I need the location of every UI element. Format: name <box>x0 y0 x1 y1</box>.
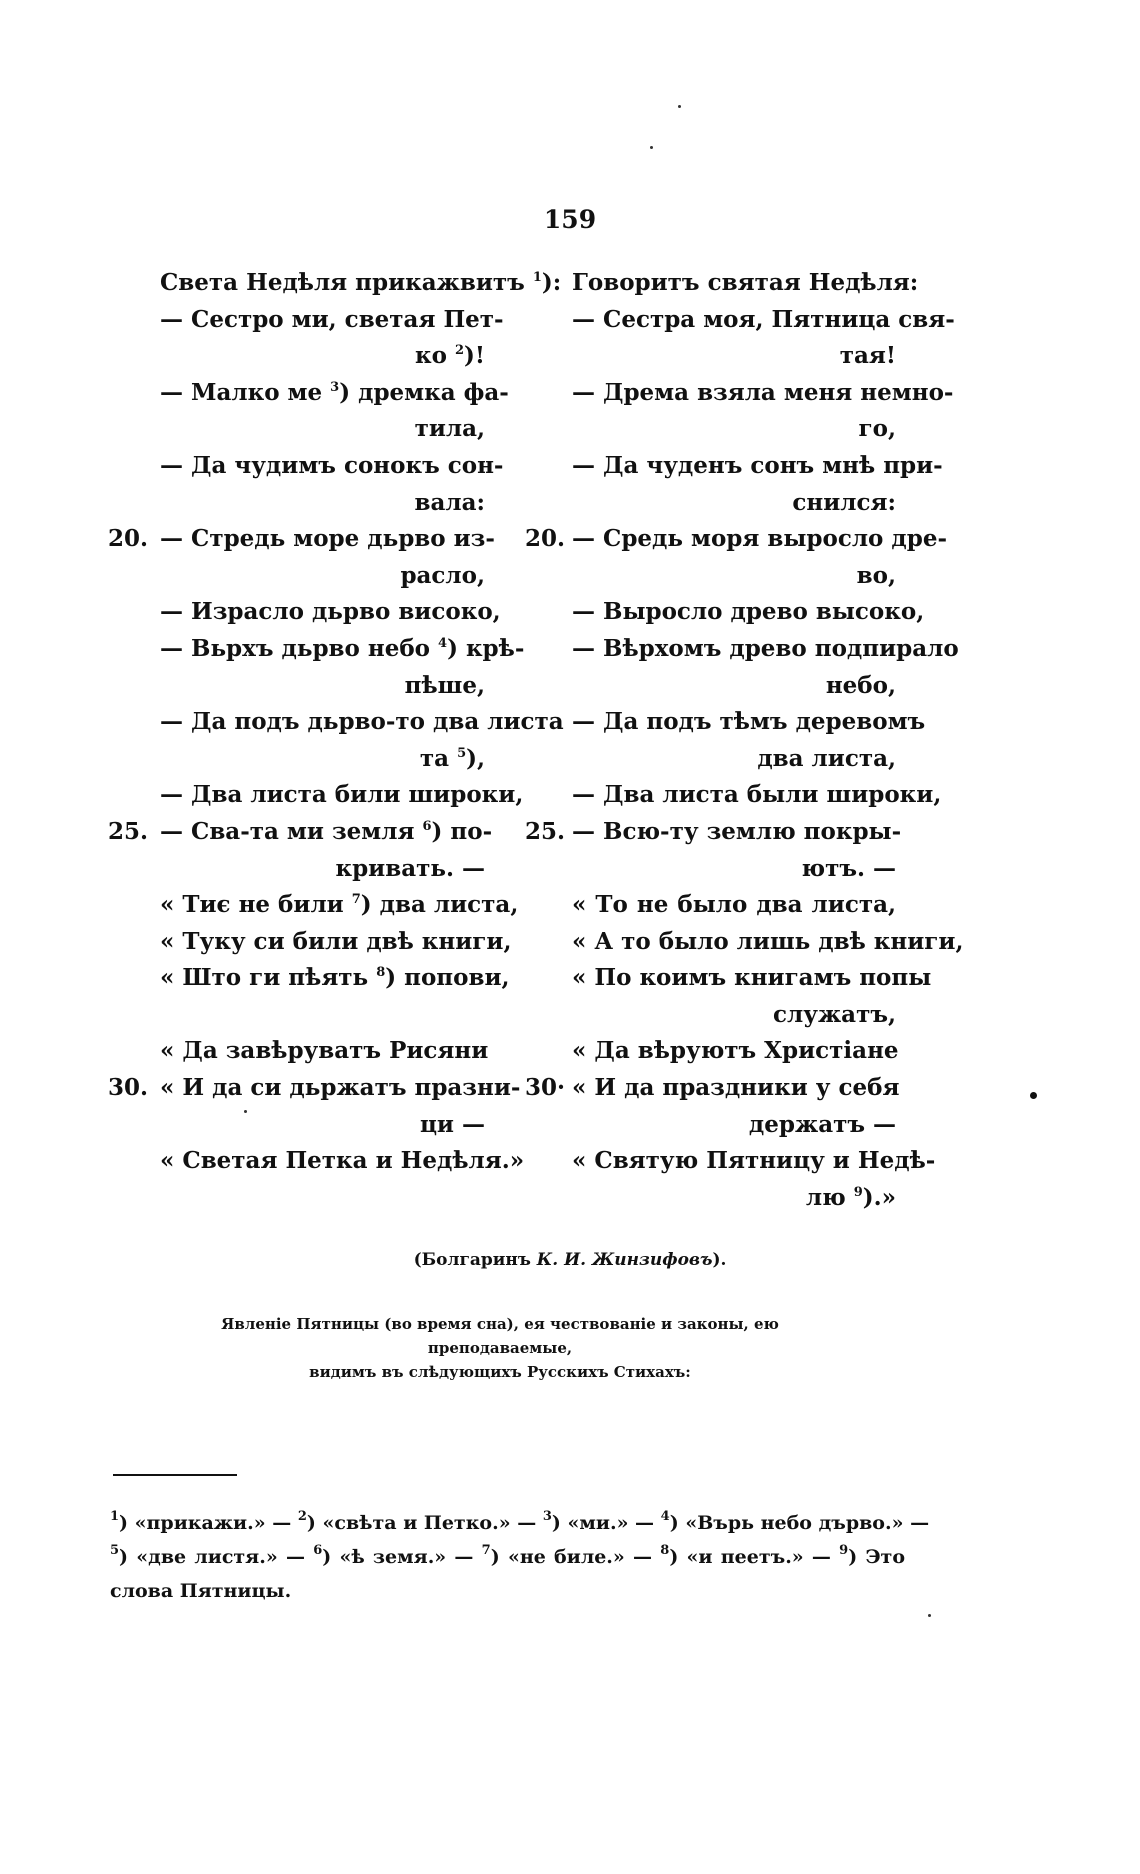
footnote-number: 9 <box>839 1543 849 1558</box>
verse-text-start: — Израсло дьрво високо, <box>160 598 501 626</box>
russian-verse-line <box>572 302 955 339</box>
verse-text-end: ).» <box>862 1183 896 1211</box>
verse-text <box>572 485 896 522</box>
ink-speck <box>928 1614 931 1617</box>
verse-text <box>572 411 896 448</box>
bulgarian-verse-line <box>160 704 564 741</box>
russian-verse-line <box>572 777 942 814</box>
verse-text-start: — Малко ме <box>160 378 331 406</box>
footnote-text: ) «не биле.» — <box>490 1546 661 1568</box>
russian-verse-line <box>572 485 896 522</box>
verse-text-start: ци — <box>419 1110 485 1138</box>
russian-verse-line <box>572 375 954 412</box>
verse-text <box>572 265 919 302</box>
bulgarian-verse-line <box>160 265 562 302</box>
verse-text-start: тила, <box>414 415 485 443</box>
verse-text-start: — Вьрхъ дьрво небо <box>160 634 439 662</box>
verse-text-start: небо, <box>825 671 896 699</box>
footnote-number: 3 <box>542 1509 552 1524</box>
attribution <box>0 1250 1140 1270</box>
verse-text <box>160 1033 489 1070</box>
verse-text-start: Света Недѣля прикажвитъ <box>160 269 533 296</box>
bulgarian-verse-line <box>160 1033 489 1070</box>
verse-text-start: — Сестра моя, Пятница свя- <box>572 305 955 333</box>
verse-text-end: ) по- <box>431 817 493 845</box>
russian-verse-line <box>572 338 896 375</box>
footnote-number: 7 <box>481 1543 491 1558</box>
verse-text <box>160 631 525 668</box>
verse-text-start: расло, <box>400 561 485 589</box>
verse-text-end: ): <box>541 269 562 296</box>
russian-verse-line <box>525 521 947 558</box>
verse-number: 30· <box>525 1074 566 1102</box>
bulgarian-verse-line <box>160 411 485 448</box>
russian-verse-line <box>572 1107 896 1144</box>
verse-text-start: ютъ. — <box>801 854 896 882</box>
russian-verse-line <box>572 411 896 448</box>
footnote-number: 5 <box>110 1543 120 1558</box>
russian-column <box>525 265 964 1216</box>
russian-verse-line <box>572 924 964 961</box>
verse-text <box>572 521 947 558</box>
verse-text <box>572 741 896 778</box>
verse-text-start: служатъ, <box>773 1000 896 1028</box>
section-heading <box>160 1312 840 1384</box>
russian-verse-line <box>572 1033 899 1070</box>
footnotes <box>110 1506 930 1608</box>
verse-text <box>572 997 896 1034</box>
verse-text <box>572 814 902 851</box>
bulgarian-verse-line <box>160 1143 525 1180</box>
verse-text <box>160 558 485 595</box>
verse-text <box>160 1143 525 1180</box>
bulgarian-verse-line <box>160 448 504 485</box>
heading-line-1: Явленiе Пятницы (во время сна), ея чествованiе и законы, ею преподаваемые, <box>221 1315 779 1357</box>
russian-verse-line <box>572 265 919 302</box>
verse-text <box>160 960 510 997</box>
verse-number: 20. <box>525 525 566 553</box>
verse-text <box>160 668 485 705</box>
verse-text <box>160 1107 485 1144</box>
ink-speck <box>678 105 681 108</box>
heading-line-2: видимъ въ слѣдующихъ Русскихъ Стихахъ: <box>309 1363 691 1381</box>
verse-text <box>572 631 959 668</box>
verse-text-start: — Да чуденъ сонъ мнѣ при- <box>572 451 943 479</box>
ink-speck <box>650 146 653 149</box>
verse-text-end: ), <box>466 744 485 772</box>
bulgarian-verse-line <box>160 558 485 595</box>
verse-text <box>160 1070 521 1107</box>
verse-text <box>160 741 485 778</box>
verse-text <box>572 1180 896 1217</box>
footnote-text: ) «и пеетъ.» — <box>669 1546 840 1568</box>
verse-text-start: го, <box>858 415 896 443</box>
verse-text-start: — Да подъ дьрво-то два листа <box>160 708 564 736</box>
russian-verse-line <box>572 960 932 997</box>
verse-text <box>572 1070 900 1107</box>
verse-text-start: во, <box>856 561 896 589</box>
verse-text <box>572 1143 936 1180</box>
russian-verse-line <box>572 668 896 705</box>
verse-text-start: « И да си дьржатъ празни- <box>160 1074 521 1102</box>
bulgarian-verse-line <box>160 631 525 668</box>
bulgarian-verse-line <box>108 1070 521 1107</box>
verse-text <box>160 338 485 375</box>
footnote-line <box>110 1540 905 1574</box>
footnote-number: 2 <box>297 1509 307 1524</box>
russian-verse-line <box>572 887 896 924</box>
footnote-number: 8 <box>660 1543 670 1558</box>
bulgarian-verse-line <box>160 594 501 631</box>
attribution-prefix: (Болгаринъ <box>413 1250 537 1270</box>
verse-text-start: « Светая Петка и Недѣля.» <box>160 1147 525 1175</box>
bulgarian-verse-line <box>108 521 495 558</box>
footnote-text: ) «ѣ земя.» — <box>322 1546 482 1568</box>
verse-text-start: тая! <box>839 342 896 370</box>
verse-number: 20. <box>108 525 149 553</box>
verse-text-start: кривать. — <box>335 854 485 882</box>
russian-verse-line <box>572 558 896 595</box>
verse-text <box>160 411 485 448</box>
verse-text <box>572 375 954 412</box>
footnote-text: ) «прикажи.» — <box>119 1512 298 1534</box>
russian-verse-line <box>572 704 926 741</box>
verse-text-start: пѣше, <box>404 671 485 699</box>
verse-text <box>160 887 519 924</box>
verse-text-end: ) крѣ- <box>447 634 525 662</box>
verse-text <box>572 1107 896 1144</box>
verse-text <box>572 924 964 961</box>
footnote-divider <box>113 1474 237 1476</box>
verse-text <box>572 704 926 741</box>
verse-text-start: — Сестро ми, светая Пет- <box>160 305 504 333</box>
verse-text-start: — Выросло древо высоко, <box>572 598 925 626</box>
russian-verse-line <box>525 814 902 851</box>
verse-number: 25. <box>108 817 149 845</box>
footnote-marker: 6 <box>422 818 432 834</box>
verse-text <box>572 594 925 631</box>
russian-verse-line <box>525 1070 900 1107</box>
verse-text-start: держатъ — <box>748 1110 896 1138</box>
verse-text-start: — Всю-ту землю покры- <box>572 817 902 845</box>
verse-text <box>572 1033 899 1070</box>
footnote-line <box>110 1506 930 1540</box>
footnote-line <box>110 1574 905 1608</box>
footnote-text: ) Это <box>848 1546 906 1568</box>
russian-verse-line <box>572 851 896 888</box>
verse-text-start: — Да подъ тѣмъ деревомъ <box>572 708 926 736</box>
verse-text-start: « Святую Пятницу и Недѣ- <box>572 1147 936 1175</box>
bulgarian-verse-line <box>160 302 504 339</box>
footnote-marker: 7 <box>351 892 361 908</box>
verse-text-start: « Туку си били двѣ книги, <box>160 927 512 955</box>
russian-verse-line <box>572 594 925 631</box>
verse-text-end: ) дремка фа- <box>339 378 509 406</box>
verse-text-start: « Тиє не били <box>160 891 352 919</box>
verse-text <box>160 485 485 522</box>
verse-text-start: — Вѣрхомъ древо подпирало <box>572 634 959 662</box>
bulgarian-verse-line <box>160 887 519 924</box>
bulgarian-verse-line <box>160 741 485 778</box>
bulgarian-verse-line <box>160 777 524 814</box>
verse-number: 30. <box>108 1074 149 1102</box>
bulgarian-column <box>108 265 564 1180</box>
ink-spot <box>1030 1092 1037 1099</box>
russian-verse-line <box>572 1180 896 1217</box>
verse-text-start: « То не было два листа, <box>572 891 896 919</box>
footnote-marker: 3 <box>330 379 340 395</box>
footnote-text: ) «свѣта и Петко.» — <box>306 1512 543 1534</box>
footnote-number: 4 <box>660 1509 670 1524</box>
verse-text <box>160 924 512 961</box>
verse-text-start: « Да вѣруютъ Христiане <box>572 1037 899 1065</box>
verse-text-start: ко <box>415 342 455 370</box>
footnote-number: 6 <box>313 1543 323 1558</box>
footnote-marker: 9 <box>853 1184 863 1200</box>
footnote-marker: 1 <box>532 270 542 285</box>
verse-text-start: два листа, <box>757 744 896 772</box>
verse-text-start: — Дрема взяла меня немно- <box>572 378 954 406</box>
russian-verse-line <box>572 448 943 485</box>
bulgarian-verse-line <box>160 1107 485 1144</box>
attribution-name: К. И. Жинзифовъ <box>536 1250 713 1270</box>
verse-text-start: вала: <box>414 488 485 516</box>
verse-text <box>160 851 485 888</box>
verse-text <box>572 448 943 485</box>
bulgarian-verse-line <box>160 338 485 375</box>
verse-text-start: та <box>419 744 458 772</box>
verse-text <box>160 594 501 631</box>
footnote-text: ) «две листя.» — <box>119 1546 314 1568</box>
verse-number: 25. <box>525 817 566 845</box>
russian-verse-line <box>572 1143 936 1180</box>
russian-verse-line <box>572 741 896 778</box>
verse-text <box>572 887 896 924</box>
verse-text <box>160 302 504 339</box>
bulgarian-verse-line <box>160 375 509 412</box>
verse-text-start: лю <box>805 1183 854 1211</box>
verse-text-start: « Да завѣруватъ Рисяни <box>160 1037 489 1065</box>
verse-text <box>572 960 932 997</box>
verse-text <box>572 302 955 339</box>
verse-text-start: « Што ги пѣять <box>160 964 377 992</box>
bulgarian-verse-line <box>160 997 485 1034</box>
verse-text-start: — Сва-та ми земля <box>160 817 423 845</box>
verse-text-start: снился: <box>792 488 896 516</box>
verse-text-end: ) попови, <box>385 964 510 992</box>
verse-text <box>160 448 504 485</box>
footnote-text: ) «ми.» — <box>551 1512 661 1534</box>
verse-text <box>572 558 896 595</box>
verse-text <box>160 777 524 814</box>
verse-text-start: — Два листа были широки, <box>572 781 942 809</box>
bulgarian-verse-line <box>160 960 510 997</box>
verse-text <box>160 814 493 851</box>
verse-text-end: )! <box>464 342 485 370</box>
footnote-text: слова Пятницы. <box>110 1580 292 1602</box>
verse-text-start: — Да чудимъ сонокъ сон- <box>160 451 504 479</box>
footnote-marker: 5 <box>457 745 467 761</box>
ink-speck <box>244 1110 247 1113</box>
verse-text <box>160 265 562 302</box>
verse-text <box>160 375 509 412</box>
verse-text-start: — Средь моря выросло дре- <box>572 525 947 553</box>
bulgarian-verse-line <box>160 924 512 961</box>
bulgarian-verse-line <box>160 668 485 705</box>
verse-text <box>160 704 564 741</box>
bulgarian-verse-line <box>160 485 485 522</box>
verse-text <box>572 668 896 705</box>
verse-text <box>572 777 942 814</box>
attribution-suffix: ). <box>712 1250 727 1270</box>
verse-text-start: « А то было лишь двѣ книги, <box>572 927 964 955</box>
verse-text-start: — Стредь море дьрво из- <box>160 525 495 553</box>
verse-text <box>572 851 896 888</box>
footnote-number: 1 <box>110 1509 120 1524</box>
verse-text-start: « И да праздники у себя <box>572 1074 900 1102</box>
verse-text-end: ) два листа, <box>360 891 519 919</box>
bulgarian-verse-line <box>108 814 493 851</box>
page-number: 159 <box>543 205 597 234</box>
footnote-marker: 8 <box>376 965 386 981</box>
footnote-text: ) «Върь небо дърво.» — <box>669 1512 930 1534</box>
russian-verse-line <box>572 631 959 668</box>
bulgarian-verse-line <box>160 851 485 888</box>
verse-text <box>160 521 495 558</box>
footnote-marker: 4 <box>438 635 448 651</box>
verse-text-start: « По коимъ книгамъ попы <box>572 964 932 992</box>
verse-text-start: Говоритъ святая Недѣля: <box>572 269 919 296</box>
verse-text <box>572 338 896 375</box>
russian-verse-line <box>572 997 896 1034</box>
footnote-marker: 2 <box>454 343 465 359</box>
verse-text-start: — Два листа били широки, <box>160 781 524 809</box>
